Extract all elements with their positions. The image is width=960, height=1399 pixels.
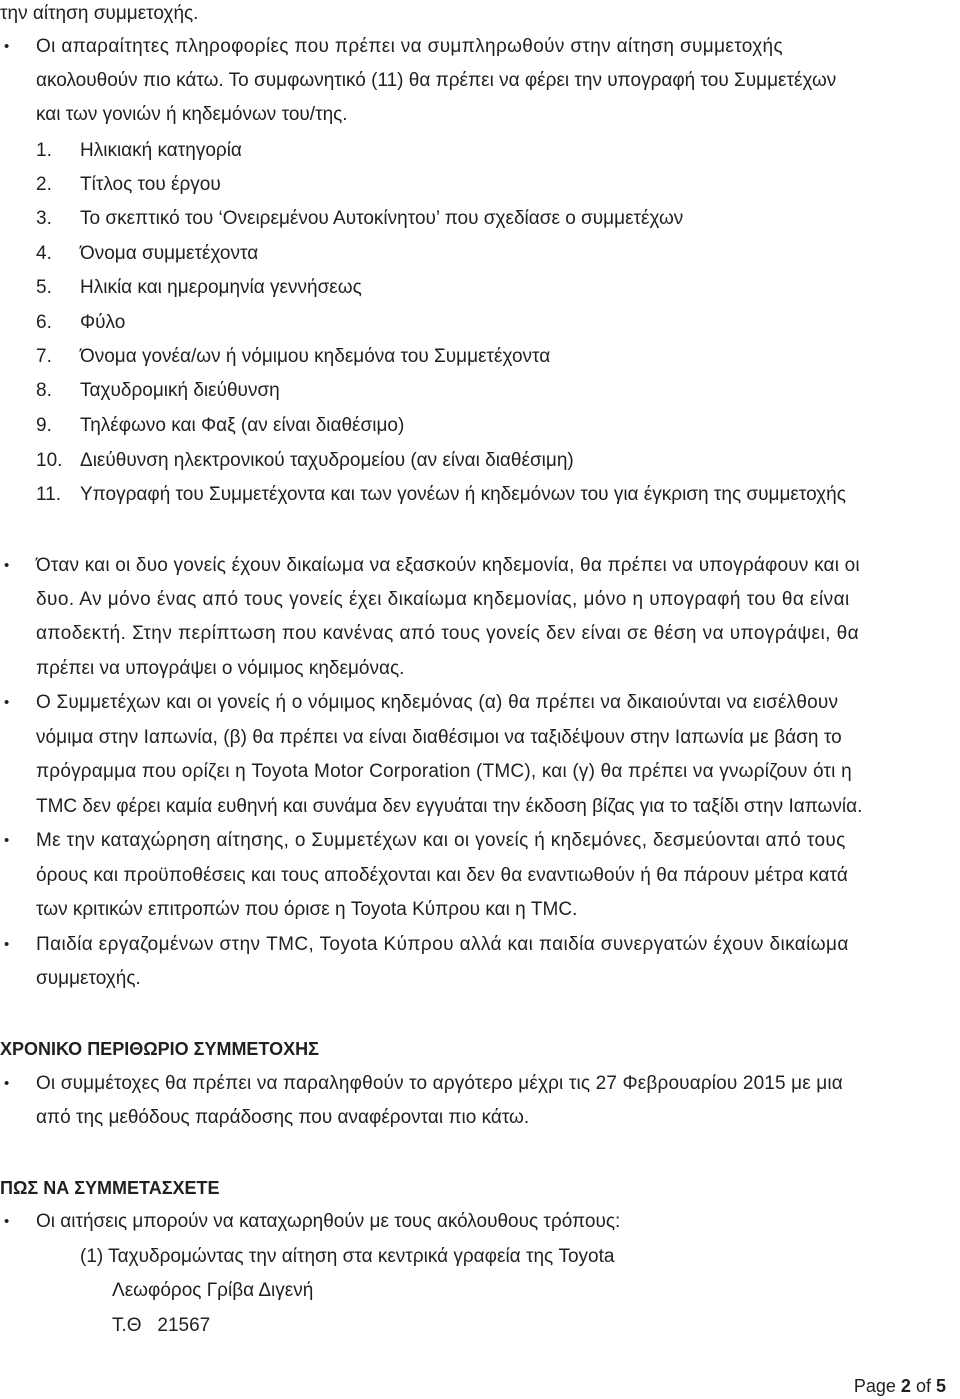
list-item-text: Ηλικιακή κατηγορία (80, 140, 242, 161)
list-item-number: 5. (36, 277, 52, 298)
paragraph-line: Όταν και οι δυο γονείς έχουν δικαίωμα να εξασκούν κηδεμονία, θα πρέπει να υπογράφουν και οι (36, 555, 860, 576)
list-item-text: Ταχυδρομική διεύθυνση (80, 380, 280, 401)
list-item-number: 6. (36, 312, 52, 333)
paragraph-line: Με την καταχώρηση αίτησης, ο Συμμετέχων και οι γονείς ή κηδεμόνες, δεσμεύονται από τους (36, 830, 846, 851)
list-item-number: 7. (36, 346, 52, 367)
list-item-text: Όνομα γονέα/ων ή νόμιμου κηδεμόνα του Συμμετέχοντα (80, 346, 551, 367)
paragraph-line: πρέπει να υπογράψει ο νόμιμος κηδεμόνας. (36, 658, 405, 679)
list-item-text: Τηλέφωνο και Φαξ (αν είναι διαθέσιμο) (80, 415, 405, 436)
bullet-icon: • (4, 557, 10, 574)
bullet-icon: • (4, 1075, 10, 1092)
bullet-icon: • (4, 832, 10, 849)
bullet-icon: • (4, 38, 10, 55)
section-heading-timeline: ΧΡΟΝΙΚΟ ΠΕΡΙΘΩΡΙΟ ΣΥΜΜΕΤΟΧΗΣ (0, 1039, 319, 1059)
paragraph-line: νόμιμα στην Ιαπωνία, (β) θα πρέπει να είναι διαθέσιμοι να ταξιδέψουν στην Ιαπωνία με βάση το (36, 727, 842, 748)
how-intro-text: Οι αιτήσεις μπορούν να καταχωρηθούν με τους ακόλουθους τρόπους: (36, 1211, 621, 1232)
paragraph-line: Ο Συμμετέχων και οι γονείς ή ο νόμιμος κηδεμόνας (α) θα πρέπει να δικαιούνται να εισέλθουν (36, 692, 839, 713)
timeline-line-2: από της μεθόδους παράδοσης που αναφέρονται πιο κάτω. (36, 1107, 530, 1128)
paragraph-line: πρόγραμμα που ορίζει η Toyota Motor Corporation (TMC), και (γ) θα πρέπει να γνωρίζουν ότι η (36, 761, 852, 782)
paragraph-line: των κριτικών επιτροπών που όρισε η Toyota Κύπρου και η TMC. (36, 899, 578, 920)
list-item-number: 10. (36, 450, 63, 471)
list-item-number: 2. (36, 174, 52, 195)
page-current: 2 (900, 1376, 911, 1396)
list-item-number: 11. (36, 484, 62, 505)
list-item-number: 1. (36, 140, 52, 161)
paragraph-line: δυο. Αν μόνο ένας από τους γονείς έχει δικαίωμα κηδεμονίας, μόνο η υπογραφή του θα είναι (36, 589, 850, 610)
list-item-text: Φύλο (80, 312, 126, 333)
bullet-icon: • (4, 694, 10, 711)
method-1-text: (1) Ταχυδρομώντας την αίτηση στα κεντρικά γραφεία της Toyota (80, 1246, 615, 1267)
section-heading-how: ΠΩΣ ΝΑ ΣΥΜΜΕΤΑΣΧΕΤΕ (0, 1178, 220, 1198)
paragraph-line: συμμετοχής. (36, 968, 141, 989)
list-item-number: 3. (36, 208, 52, 229)
address-po-box: Τ.Θ 21567 (112, 1315, 211, 1336)
list-item-text: Όνομα συμμετέχοντα (80, 243, 259, 264)
required-info-line-3: και των γονιών ή κηδεμόνων του/της. (36, 104, 348, 125)
intro-tail-text: την αίτηση συμμετοχής. (0, 3, 199, 24)
paragraph-line: TMC δεν φέρει καμία ευθηνή και συνάμα δεν εγγυάται την έκδοση βίζας για το ταξίδι στην Ιαπωνία. (36, 796, 863, 817)
list-item-number: 4. (36, 243, 52, 264)
list-item-text: Ηλικία και ημερομηνία γεννήσεως (80, 277, 362, 298)
paragraph-line: Παιδία εργαζομένων στην TMC, Toyota Κύπρου αλλά και παιδία συνεργατών έχουν δικαίωμα (36, 934, 849, 955)
required-info-line-2: ακολουθούν πιο κάτω. Το συμφωνητικό (11) θα πρέπει να φέρει την υπογραφή του Συμμετέχων (36, 70, 837, 91)
bullet-icon: • (4, 936, 10, 953)
required-info-line-1: Οι απαραίτητες πληροφορίες που πρέπει να συμπληρωθούν στην αίτηση συμμετοχής (36, 36, 783, 57)
page-label: Page (853, 1376, 896, 1396)
list-item-number: 9. (36, 415, 52, 436)
list-item-text: Διεύθυνση ηλεκτρονικού ταχυδρομείου (αν είναι διαθέσιμη) (80, 450, 574, 471)
page-total: 5 (935, 1376, 946, 1396)
page-of: of (915, 1376, 931, 1396)
list-item-text: Τίτλος του έργου (80, 174, 221, 195)
list-item-number: 8. (36, 380, 52, 401)
list-item-text: Το σκεπτικό του ‘Ονειρεμένου Αυτοκίνητου’ που σχεδίασε ο συμμετέχων (80, 208, 684, 229)
bullet-icon: • (4, 1213, 10, 1230)
page-indicator (854, 1375, 946, 1397)
timeline-line-1: Οι συμμέτοχες θα πρέπει να παραληφθούν το αργότερο μέχρι τις 27 Φεβρουαρίου 2015 με μια (36, 1073, 843, 1094)
paragraph-line: όρους και προϋποθέσεις και τους αποδέχονται και δεν θα εναντιωθούν ή θα πάρουν μέτρα κατά (36, 865, 848, 886)
list-item-text: Υπογραφή του Συμμετέχοντα και των γονέων ή κηδεμόνων του για έγκριση της συμμετοχής (80, 484, 846, 505)
address-street: Λεωφόρος Γρίβα Διγενή (112, 1280, 314, 1301)
paragraph-line: αποδεκτή. Στην περίπτωση που κανένας από τους γονείς δεν είναι σε θέση να υπογράψει, θα (36, 623, 860, 644)
